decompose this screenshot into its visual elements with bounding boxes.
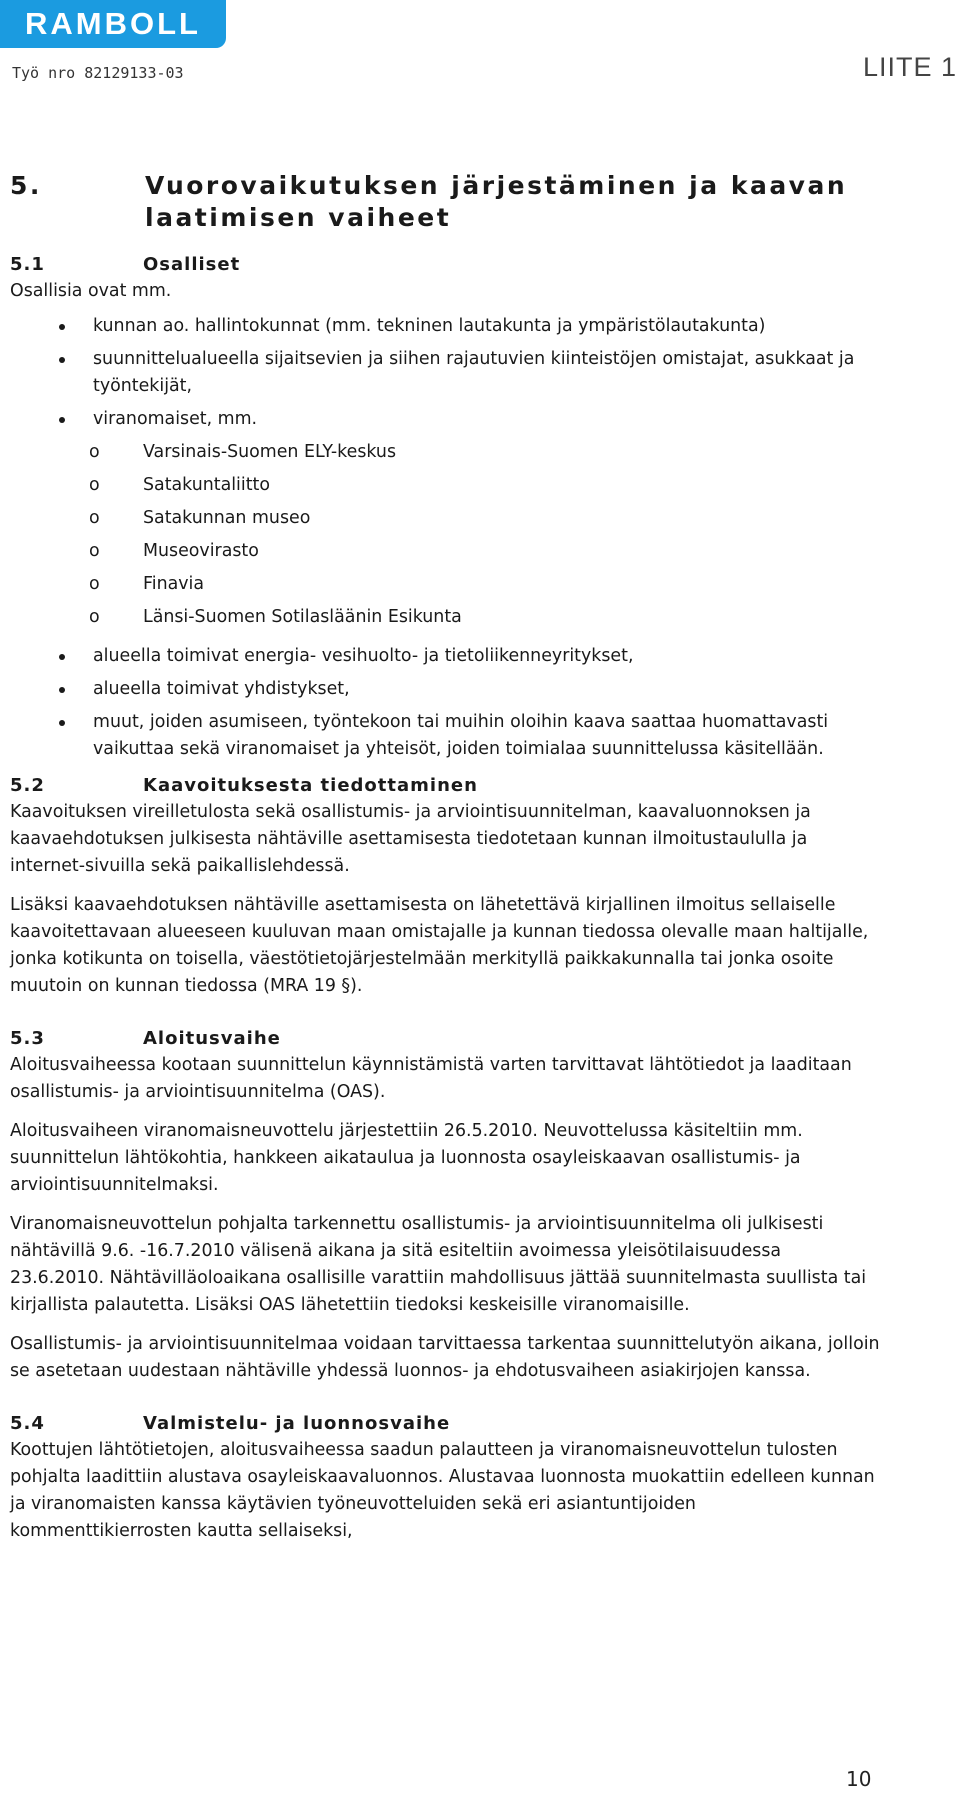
sub-list-item-text: Finavia [143,574,205,594]
paragraph: Viranomaisneuvottelun pohjalta tarkennettu osallistumis- ja arviointisuunnitelma oli julkisesti nähtävillä 9.6. -16.7.2010 välisenä aikana ja sitä esiteltiin avoimessa yleisötilaisuudessa 23.6.2010. Nähtävilläoloaikana osallisille varattiin mahdollisuus jättää suunnitelmasta suullista tai kirjallista palautetta. Lisäksi OAS lähetettiin tiedoksi keskeisille viranomaisille. [10,1214,867,1315]
paragraph: Lisäksi kaavaehdotuksen nähtäville asettamisesta on lähetettävä kirjallinen ilmoitus sellaiselle kaavoitettavaan alueeseen kuuluvan maan omistajalle ja kunnan tiedossa olevalle maan haltijalle, jonka kotikunta on toisella, väestötietojärjestelmään merkityllä paikkakunnalla tai jonka osoite muutoin on kunnan tiedossa (MRA 19 §). [10,895,869,996]
sub-list-item-text: Museovirasto [143,541,259,561]
section-number: 5.4 [10,1413,45,1434]
document-body [10,170,880,1557]
work-number: Työ nro 82129133-03 [12,64,184,82]
section-number: 5.1 [10,254,45,275]
sub-list-item [10,571,880,604]
list-item-text: viranomaiset, mm. [93,409,258,429]
appendix-label: LIITE 1 [863,52,958,82]
section-title: Kaavoituksesta tiedottaminen [143,775,478,796]
circle-bullet-icon: o [89,475,100,495]
authority-sublist [10,439,880,637]
list-item-text: alueella toimivat yhdistykset, [93,679,350,699]
bullet-icon [59,720,65,726]
paragraph: Aloitusvaiheessa kootaan suunnittelun käynnistämistä varten tarvittavat lähtötiedot ja laaditaan osallistumis- ja arviointisuunnitelma (OAS). [10,1055,852,1102]
bullet-icon [59,687,65,693]
section-5-4-heading [10,1411,880,1437]
list-item [10,406,880,637]
list-item [10,643,880,670]
section-number: 5.2 [10,775,45,796]
circle-bullet-icon: o [89,442,100,462]
sub-list-item [10,439,880,472]
sub-list-item [10,505,880,538]
sub-list-item [10,604,880,637]
osalliset-intro: Osallisia ovat mm. [10,281,172,301]
paragraph: Kaavoituksen vireilletulosta sekä osallistumis- ja arviointisuunnitelman, kaavaluonnoksen ja kaavaehdotuksen julkisesta nähtäville asettamisesta tiedotetaan kunnan ilmoitustaululla ja internet-sivuilla sekä paikallislehdessä. [10,802,811,876]
circle-bullet-icon: o [89,508,100,528]
list-item-text: muut, joiden asumiseen, työntekoon tai muihin oloihin kaava saattaa huomattavasti vaikuttaa sekä viranomaiset ja yhteisöt, joiden toimialaa suunnittelussa käsitellään. [93,712,829,759]
bullet-icon [59,324,65,330]
section-5-1-heading [10,252,880,278]
section-title: Aloitusvaihe [143,1028,281,1049]
list-item-text: suunnittelualueella sijaitsevien ja siihen rajautuvien kiinteistöjen omistajat, asukkaat ja työntekijät, [93,349,855,396]
section-title: Osalliset [143,254,241,275]
list-item [10,313,880,340]
list-item [10,346,880,400]
sub-list-item [10,538,880,571]
circle-bullet-icon: o [89,541,100,561]
paragraph: Aloitusvaiheen viranomaisneuvottelu järjestettiin 26.5.2010. Neuvottelussa käsiteltiin mm. suunnittelun lähtökohtia, hankkeen aikataulua ja luonnosta osayleiskaavan osallistumis- ja arviointisuunnitelmaksi. [10,1121,803,1195]
list-item [10,676,880,703]
list-item-text: kunnan ao. hallintokunnat (mm. tekninen lautakunta ja ympäristölautakunta) [93,316,766,336]
section-5-3-heading [10,1026,880,1052]
section-title: Valmistelu- ja luonnosvaihe [143,1413,451,1434]
ramboll-logo: RAMBOLL [0,0,226,48]
sub-list-item-text: Länsi-Suomen Sotilasläänin Esikunta [143,607,462,627]
list-item-text: alueella toimivat energia- vesihuolto- ja tietoliikenneyritykset, [93,646,634,666]
paragraph: Osallistumis- ja arviointisuunnitelmaa voidaan tarvittaessa tarkentaa suunnittelutyön aikana, jolloin se asetetaan uudestaan nähtäville yhdessä luonnos- ja ehdotusvaiheen asiakirjojen kanssa. [10,1334,880,1381]
bullet-icon [59,654,65,660]
section-number: 5.3 [10,1028,45,1049]
section-5-heading [10,170,880,234]
circle-bullet-icon: o [89,574,100,594]
page-number: 10 [846,1767,872,1791]
sub-list-item-text: Satakunnan museo [143,508,311,528]
section-number: 5. [10,171,42,200]
list-item [10,709,880,763]
section-5-2-heading [10,773,880,799]
sub-list-item [10,472,880,505]
circle-bullet-icon: o [89,607,100,627]
stakeholder-list [10,313,880,763]
bullet-icon [59,417,65,423]
section-title: Vuorovaikutuksen järjestäminen ja kaavan laatimisen vaiheet [145,171,848,232]
sub-list-item-text: Varsinais-Suomen ELY-keskus [143,442,397,462]
paragraph: Koottujen lähtötietojen, aloitusvaiheessa saadun palautteen ja viranomaisneuvottelun tulosten pohjalta laadittiin alustava osayleiskaavaluonnos. Alustavaa luonnosta muokattiin edelleen kunnan ja viranomaisten kanssa käytävien työneuvotteluiden sekä eri asiantuntijoiden kommenttikierrosten kautta sellaiseksi, [10,1440,875,1541]
sub-list-item-text: Satakuntaliitto [143,475,270,495]
bullet-icon [59,357,65,363]
